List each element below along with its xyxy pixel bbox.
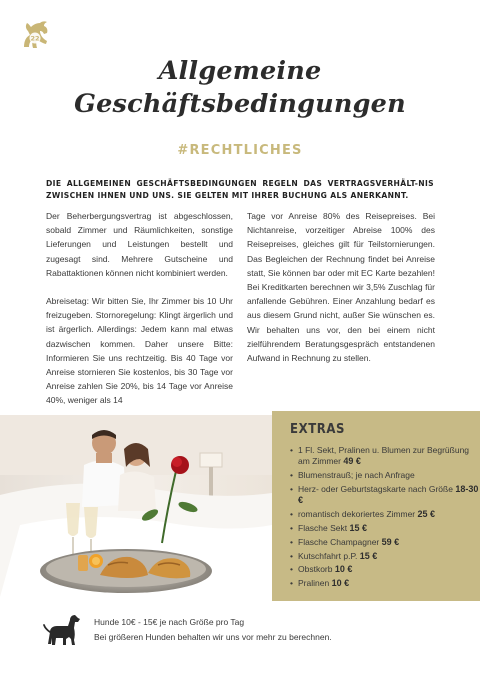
- extras-item-price: 10 €: [334, 564, 353, 575]
- extras-item: [290, 523, 480, 534]
- cancellation-paragraph: Abreisetag: Wir bitten Sie, Ihr Zimmer bis 10 Uhr freizugeben. Stornoregelung: Klingt ärgerlich und ist ärgerlich. Allerdings: Jedem kann mal etwas dazwischen kommen. Daher unsere Bitte: Informieren Sie uns rechtzeitig. Bis 40 Tage vor Anreise stornieren Sie kostenlos, bis 30 Tage vor Anreise zahlen Sie 20%, bis 14 Tage vor Anreise 40%, weniger als 14: [46, 296, 233, 406]
- extras-item: [290, 484, 480, 507]
- page-title: [0, 55, 480, 121]
- extras-item-text: romantisch dekoriertes Zimmer: [298, 509, 416, 520]
- extras-box: [272, 411, 480, 601]
- extras-item-price: 59 €: [381, 536, 400, 547]
- extras-item-price: 25 €: [417, 509, 436, 520]
- extras-item-price: 49 €: [343, 456, 361, 467]
- contract-paragraph: Der Beherbergungsvertrag ist abgeschlossen, sobald Zimmer und Räumlichkeiten, sonstige Lieferungen und Leistungen bestellt und zugesagt sind. Mehrere Gutscheine und Rabattaktionen können nicht kombiniert werden.: [46, 211, 233, 278]
- couple-breakfast-photo: [0, 415, 272, 597]
- extras-item-text: Blumenstrauß; je nach Anfrage: [298, 470, 415, 481]
- horse-logo-icon: [17, 17, 53, 53]
- extras-item-text: Flasche Sekt: [298, 523, 348, 533]
- extras-item-text: Kutschfahrt p.P.: [298, 550, 358, 561]
- svg-text:22: 22: [30, 34, 40, 43]
- extras-item: [290, 445, 480, 468]
- dog-icon: [42, 610, 82, 650]
- extras-item-text: 1 Fl. Sekt, Pralinen u. Blumen zur Begrüßung am Zimmer: [298, 445, 470, 467]
- dog-price-line: Hunde 10€ - 15€ je nach Größe pro Tag: [94, 617, 245, 627]
- extras-item: [290, 509, 480, 520]
- extras-item-text: Obstkorb: [298, 564, 333, 575]
- extras-item: [290, 564, 480, 575]
- lead-paragraph: DIE ALLGEMEINEN GESCHÄFTSBEDINGUNGEN REGELN DAS VERTRAGSVERHÄLT-NIS ZWISCHEN IHNEN UND UNS. SIE GELTEN MIT IHRER BUCHUNG ALS ANERKANNT.: [46, 179, 434, 200]
- title-line-2: Geschäftsbedingungen: [74, 89, 406, 119]
- extras-item-price: 15 €: [359, 550, 378, 561]
- dog-policy: [94, 615, 454, 644]
- extras-item: [290, 578, 480, 589]
- extras-item-price: 18-30 €: [298, 484, 479, 506]
- dog-note-line: Bei größeren Hunden behalten wir uns vor mehr zu berechnen.: [94, 631, 332, 642]
- extras-item: [290, 470, 480, 481]
- extras-item-text: Flasche Champagner: [298, 536, 380, 547]
- section-tag: #RECHTLICHES: [177, 143, 303, 158]
- extras-item-text: Pralinen: [298, 578, 330, 589]
- extras-item-price: 15 €: [349, 523, 368, 533]
- extras-item-text: Herz- oder Geburtstagskarte nach Größe: [298, 484, 453, 494]
- payment-paragraph: Tage vor Anreise 80% des Reisepreises. Bei Nichtanreise, vorzeitiger Abreise 100% des Reisepreises, gleiches gilt für Teilstornierungen. Das Begleichen der Rechnung findet bei Anreise statt, Sie können bar oder mit EC Karte bezahlen! Bei Kreditkarten berechnen wir 3,5% Zuschlag für anfallende Gebühren. Einer Anzahlung bedarf es aus diesem Grund nicht, außer Sie wünschen es. Wir behalten uns vor, den bei einem nicht zielführendem Beratungsgespräch entstandenen Aufwand in Rechnung zu stellen.: [247, 211, 435, 364]
- extras-item-price: 10 €: [331, 578, 350, 589]
- extras-list: [290, 445, 480, 590]
- extras-item: [290, 537, 480, 548]
- left-column: [46, 209, 233, 422]
- extras-title: EXTRAS: [290, 422, 346, 437]
- extras-item: [290, 551, 480, 562]
- title-line-1: Allgemeine: [158, 56, 322, 86]
- right-column: [247, 209, 435, 379]
